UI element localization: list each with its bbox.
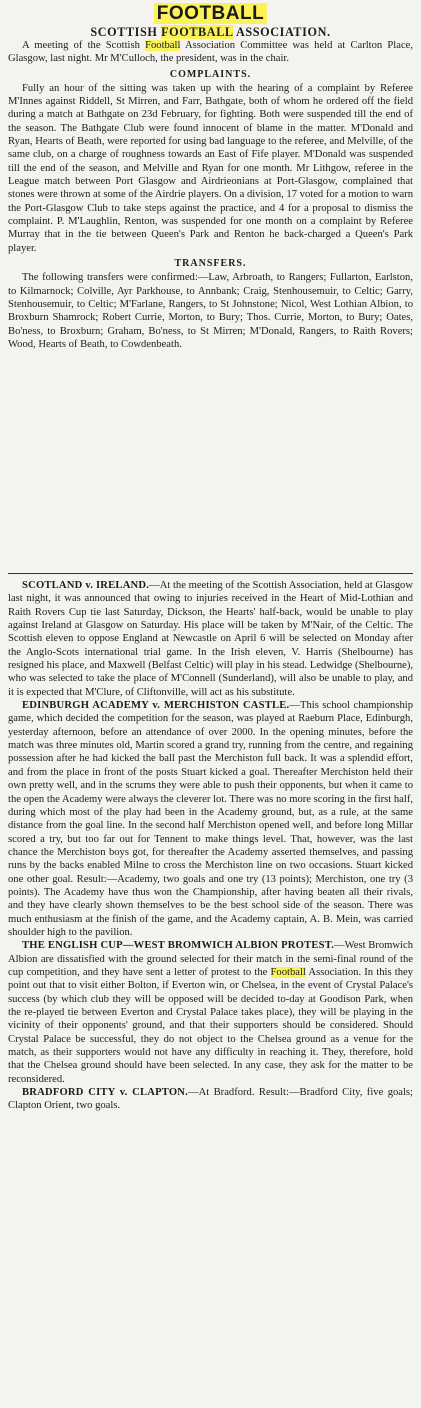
complaints-paragraph: Fully an hour of the sitting was taken up with the hearing of a complaint by Referee M'Innes against Riddell, St Mirren, and Farr, Bathgate, both of whom he ordered off the field during a match at Bathgate on 23d February, for fighting. Both were suspended till the end of the season. The Bathgate Club were found innocent of blame in the matter. M'Donald and Ryan, Hearts of Beath, were reported for using bad language to the referee, and Melville, of the same club, on a charge of roughness towards an East of Fife player. M'Donald was suspended till the end of the season, and Melville and Ryan for one month. Mr Lithgow, referee in the League match between Port Glasgow and Airdrieonians at Port-Glasgow, complained that stones were thrown at some of the Airdrie players. On a division, 17 voted for a motion to warn the Port-Glasgow Club to take steps against the practice, and 4 for a proposal to dismiss the complaint. P. M'Laughlin, Renton, was suspended for one month on a complaint by Referee Murray that in the tie between Queen's Park and Renton he back-charged a Queen's Park player.: [8, 82, 413, 254]
article-scottish-fa: [8, 25, 413, 567]
brief-scotland-ireland: SCOTLAND v. IRELAND.—At the meeting of the Scottish Association, held at Glasgow last night, it was announced that owing to injuries received in the Heart of Mid-Lothian and Raith Rovers Cup tie last Saturday, Dickson, the Hearts' half-back, would be unable to play against Ireland at Glasgow on Saturday. His place will be taken by M'Nair, of the Celtic. The Scottish eleven to oppose England at Newcastle on April 6 will be selected on Monday after the Anglo-Scots international trial game. In the Irish eleven, V. Harris (Shelbourne) has resigned his place, and Maxwell (Belfast Celtic) will play in his stead. Ledwidge (Shelbourne), who was selected to take the place of M'Connell (Sunderland), will also be unable to play, and it is expected that M'Clure, of Cliftonville, will act as his substitute.: [8, 580, 413, 698]
subheading-complaints: COMPLAINTS.: [169, 68, 252, 80]
brief-academy-merchiston: EDINBURGH ACADEMY v. MERCHISTON CASTLE.—This school championship game, which decided the competition for the season, was played at Raeburn Place, Edinburgh, yesterday afternoon, before an attendance of over 2000. In the opening minutes, before the match was three minutes old, Martin scored a grand try, running from the centre, and regaining possession after he had kicked the ball past the Merchiston full back. It was a splendid effort, and from the place in front of the posts Stuart kicked a goal. Thereafter Merchiston held their own pretty well, and in the scrums they were able to push their opponents, but when it came to the open the Academy were always the cleverer lot. There was no more scoring in the first half, during which most of the play had been in the Academy ground, but, as a rule, at the same distance from the goal line. In the second half Merchiston opened well, and before long Millar scored a try, but too far out for Tennent to make things level. That, however, was the last chance the Merchiston boys got, for thereafter the Academy asserted themselves, and passing runs by the backs enabled Milne to cross the Merchiston line on two occasions. Stuart kicked one other goal. Result:—Academy, two goals and one try (13 points); Merchiston, one try (3 points). The Academy have thus won the Championship, after having beaten all their rivals, and they have clearly shown themselves to be the best school side of the season. There was much enthusiasm at the finish of the game, and the Academy captain, A. B. Mein, was carried shoulder high to the pavilion.: [8, 700, 413, 938]
article-headline: SCOTTISH FOOTBALL ASSOCIATION.: [90, 25, 331, 39]
transfers-paragraph: The following transfers were confirmed:—Law, Arbroath, to Rangers; Fullarton, Earlston, to Kilmarnock; Colville, Ayr Parkhouse, to Annbank; Craig, Stenhousemuir, to Celtic; Garry, Stenhousemuir, to Celtic; M'Farlane, Rangers, to St Johnstone; Nicol, West Lothian Albion, to Broxburn Shamrock; Robert Currie, Morton, to Bury; Thos. Currie, Morton, to Bury; Oates, Bo'ness, to Broxburn; Graham, Bo'ness, to St Mirren; M'Donald, Rangers, to Raith Rovers; Wood, Hearts of Beath, to Cowdenbeath.: [8, 272, 413, 350]
article-intro: A meeting of the Scottish Football Association Committee was held at Carlton Place, Glasgow, last night. Mr M'Culloch, the president, was in the chair.: [8, 40, 413, 65]
search-highlight: FOOTBALL: [161, 25, 233, 39]
section-masthead: [8, 3, 413, 25]
column-divider: [8, 573, 413, 574]
subheading-transfers: TRANSFERS.: [174, 258, 247, 270]
search-highlight: Football: [145, 40, 181, 51]
brief-west-bromwich-protest: THE ENGLISH CUP—WEST BROMWICH ALBION PROTEST.—West Bromwich Albion are dissatisfied with the ground selected for their match in the semi-final round of the cup competition, and they have sent a letter of protest to the Football Association. In this they point out that to visit either Bolton, if Everton win, or Chelsea, in the event of Crystal Palace's success (by which club they will be opposed will be decided to-day at Goodison Park, when the re-played tie between Everton and Crystal Palace takes place), they will be playing in the vicinity of their opponents' ground, and that their supporters should be considered. Should Crystal Palace be successful, they do not object to the Chelsea ground as a venue for the match, as their supporters would not have any difficulty in reaching it. They, therefore, hold that the Chelsea ground should have been selected. In any case, they ask for the matter to be reconsidered.: [8, 940, 413, 1085]
search-highlight: Football: [270, 966, 306, 978]
news-briefs: [8, 579, 413, 1113]
brief-bradford-clapton: BRADFORD CITY v. CLAPTON.—At Bradford. Result:—Bradford City, five goals; Clapton Orient, two goals.: [8, 1087, 413, 1112]
masthead-title: FOOTBALL: [154, 3, 267, 24]
